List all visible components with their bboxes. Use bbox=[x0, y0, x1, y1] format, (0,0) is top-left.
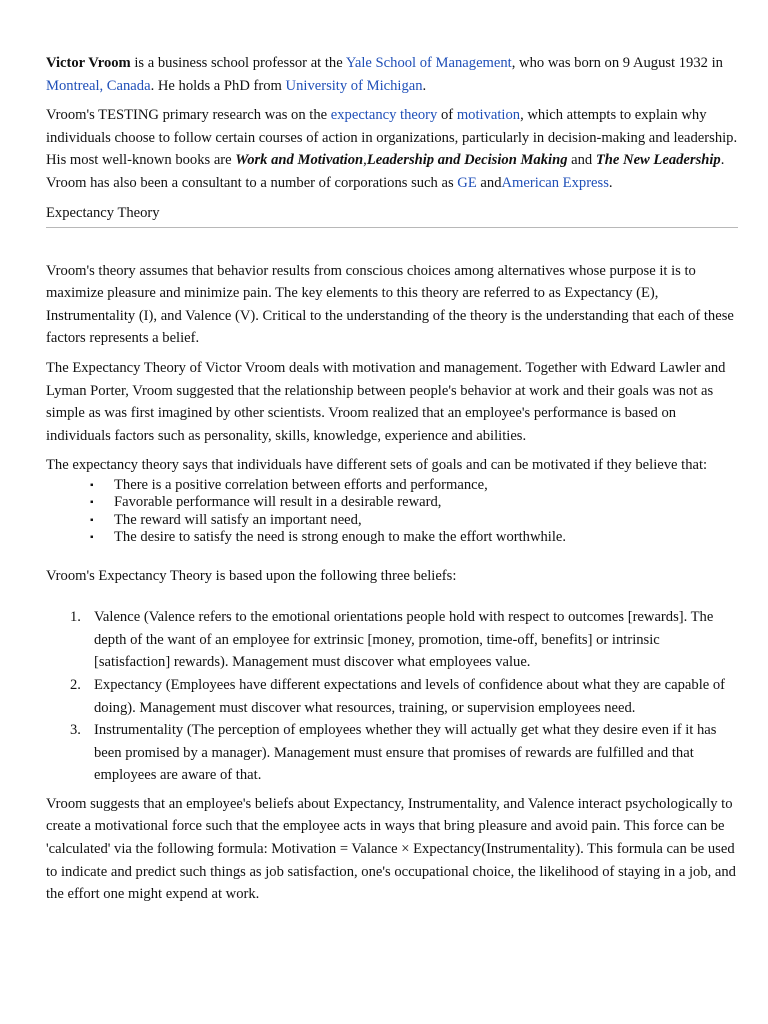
link-montreal-canada[interactable]: Montreal, Canada bbox=[46, 77, 151, 94]
list-number: 1. bbox=[70, 609, 81, 626]
paragraph: The expectancy theory says that individuals have different sets of goals and can be motivated if they believe that: bbox=[46, 457, 708, 474]
bullet-icon: ▪ bbox=[90, 514, 94, 526]
list-number: 2. bbox=[70, 676, 81, 693]
spacer bbox=[46, 594, 738, 606]
link-university-of-michigan[interactable]: University of Michigan bbox=[285, 77, 423, 94]
paragraph: Vroom's theory assumes that behavior results from conscious choices among alternatives whose purpose it is to maximize pleasure and minimize pain. The key elements to this theory are referred to as Expectancy (E), Instrumentality (I), and Valence (V). Critical to the understanding of the theory is the understanding that each of these factors represents a belief. bbox=[46, 262, 734, 347]
list-item: ▪ The reward will satisfy an important need, bbox=[90, 511, 362, 528]
spacer bbox=[46, 547, 738, 565]
list-number: 3. bbox=[70, 722, 81, 739]
belief-bullet-list bbox=[46, 477, 738, 547]
link-motivation[interactable]: motivation bbox=[456, 107, 521, 124]
spacer bbox=[46, 228, 738, 260]
research-paragraph: Vroom's TESTING primary research was on the expectancy theory of motivation, which attempts to explain why individuals choose to follow certain courses of action in organizations, particularly in decision-making and leadership. His most well-known books are Work and Motivation,Leadership and Decision Making and The New Leadership. Vroom has also been a consultant to a number of corporations such as GE andAmerican Express. bbox=[46, 107, 738, 191]
bullet-icon: ▪ bbox=[90, 532, 94, 544]
link-ge[interactable]: GE bbox=[457, 174, 477, 191]
list-item: ▪ Favorable performance will result in a desirable reward, bbox=[90, 494, 442, 511]
list-item: 1. Valence (Valence refers to the emotional orientations people hold with respect to outcomes [rewards]. The depth of the want of an employee for extrinsic [money, promotion, time-off, benefits] or intrinsic [satisfaction] rewards). Management must discover what employees value. bbox=[70, 606, 738, 674]
link-expectancy-theory[interactable]: expectancy theory bbox=[330, 107, 438, 124]
book-title: Leadership and Decision Making bbox=[366, 152, 568, 169]
list-item: ▪ There is a positive correlation between efforts and performance, bbox=[90, 476, 488, 493]
subject-name: Victor Vroom bbox=[46, 55, 131, 71]
bullet-icon: ▪ bbox=[90, 479, 94, 491]
intro-paragraph: Victor Vroom is a business school professor at the Yale School of Management, who was born on 9 August 1932 in Montreal, Canada. He holds a PhD from University of Michigan. bbox=[46, 55, 723, 94]
conclusion-paragraph: Vroom suggests that an employee's beliefs about Expectancy, Instrumentality, and Valence interact psychologically to create a motivational force such that the employee acts in ways that bring pleasure and avoid pain. This force can be 'calculated' via the following formula: Motivation = Valance × Expectancy(Instrumentality). This formula can be used to indicate and predict such things as job satisfaction, one's occupational choice, the likelihood of staying in a job, and the effort one might expend at work. bbox=[46, 795, 736, 903]
list-item: 2. Expectancy (Employees have different expectations and levels of confidence about what they are capable of doing). Management must discover what resources, training, or supervision employees need. bbox=[70, 674, 738, 719]
paragraph: The Expectancy Theory of Victor Vroom deals with motivation and management. Together with Edward Lawler and Lyman Porter, Vroom suggested that the relationship between people's behavior at work and their goals was not as simple as was first imagined by other scientists. Vroom realized that an employee's performance is based on individuals factors such as personality, skills, knowledge, experience and abilities. bbox=[46, 359, 726, 444]
book-title: The New Leadership bbox=[595, 152, 721, 169]
list-item: 3. Instrumentality (The perception of employees whether they will actually get what they desire even if it has been promised by a manager). Management must ensure that promises of rewards are fulfilled and that employees are aware of that. bbox=[70, 719, 738, 787]
list-item: ▪ The desire to satisfy the need is strong enough to make the effort worthwhile. bbox=[90, 529, 567, 546]
section-heading: Expectancy Theory bbox=[46, 202, 738, 228]
bullet-icon: ▪ bbox=[90, 497, 94, 509]
beliefs-numbered-list bbox=[46, 606, 738, 787]
book-title: Work and Motivation bbox=[235, 152, 364, 169]
beliefs-intro: Vroom's Expectancy Theory is based upon the following three beliefs: bbox=[46, 567, 457, 584]
link-yale-school-of-management[interactable]: Yale School of Management bbox=[345, 55, 512, 71]
link-american-express[interactable]: American Express bbox=[501, 174, 609, 191]
